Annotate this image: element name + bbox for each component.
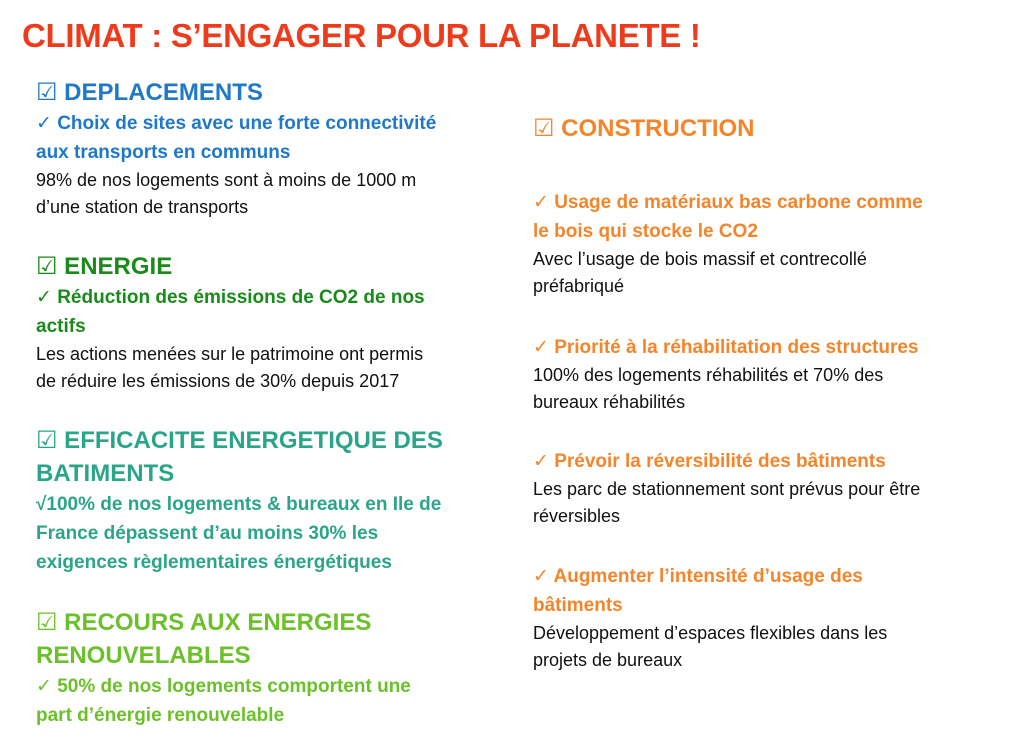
point-connectivite-line-2: aux transports en communs — [36, 142, 291, 163]
body-rehabilitation-line-1: 100% des logements réhabilités et 70% des — [533, 365, 884, 385]
body-co2-line-1: Les actions menées sur le patrimoine ont permis — [36, 344, 424, 364]
section-heading-construction: ☑ CONSTRUCTION — [533, 115, 755, 142]
section-renouvelables — [36, 606, 514, 730]
point-efficacite-line-1: √100% de nos logements & bureaux en Ile de — [36, 494, 442, 515]
point-efficacite-line-3: exigences règlementaires énergétiques — [36, 552, 392, 573]
section-deplacements — [36, 76, 514, 221]
body-materiaux-line-1: Avec l’usage de bois massif et contrecollé — [533, 249, 867, 269]
point-intensite — [533, 562, 1008, 674]
body-connectivite-line-1: 98% de nos logements sont à moins de 1000 m — [36, 170, 417, 190]
point-rehabilitation — [533, 333, 1008, 416]
section-heading-renouvelables-line-2: RENOUVELABLES — [36, 642, 251, 669]
point-materiaux — [533, 188, 1008, 300]
point-co2-line-1: ✓ Réduction des émissions de CO2 de nos — [36, 287, 425, 308]
point-reversibilite — [533, 447, 1008, 530]
point-materiaux-line-1: ✓ Usage de matériaux bas carbone comme — [533, 192, 923, 213]
section-energie — [36, 250, 514, 395]
body-intensite-line-2: projets de bureaux — [533, 650, 683, 670]
point-reversibilite-line-1: ✓ Prévoir la réversibilité des bâtiments — [533, 451, 886, 472]
section-construction — [533, 112, 1008, 145]
point-intensite-line-2: bâtiments — [533, 595, 623, 616]
section-heading-efficacite-line-1: ☑ EFFICACITE ENERGETIQUE DES — [36, 427, 443, 454]
point-connectivite-line-1: ✓ Choix de sites avec une forte connectivité — [36, 113, 437, 134]
body-intensite-line-1: Développement d’espaces flexibles dans les — [533, 623, 888, 643]
point-intensite-line-1: ✓ Augmenter l’intensité d’usage des — [533, 566, 863, 587]
point-efficacite-line-2: France dépassent d’au moins 30% les — [36, 523, 379, 544]
section-heading-renouvelables-line-1: ☑ RECOURS AUX ENERGIES — [36, 609, 372, 636]
point-materiaux-line-2: le bois qui stocke le CO2 — [533, 221, 758, 242]
page-title: CLIMAT : S’ENGAGER POUR LA PLANETE ! — [22, 17, 701, 54]
section-heading-deplacements: ☑ DEPLACEMENTS — [36, 79, 263, 106]
body-rehabilitation-line-2: bureaux réhabilités — [533, 392, 686, 412]
point-renouvelable-line-2: part d’énergie renouvelable — [36, 705, 285, 726]
body-reversibilite-line-2: réversibles — [533, 506, 621, 526]
section-heading-energie: ☑ ENERGIE — [36, 253, 173, 280]
body-connectivite-line-2: d’une station de transports — [36, 197, 249, 217]
body-materiaux-line-2: préfabriqué — [533, 276, 625, 296]
section-efficacite — [36, 424, 514, 577]
point-renouvelable-line-1: ✓ 50% de nos logements comportent une — [36, 676, 411, 697]
point-co2-line-2: actifs — [36, 316, 86, 337]
body-co2-line-2: de réduire les émissions de 30% depuis 2017 — [36, 371, 400, 391]
section-heading-efficacite-line-2: BATIMENTS — [36, 460, 175, 487]
point-rehabilitation-line-1: ✓ Priorité à la réhabilitation des structures — [533, 337, 919, 358]
body-reversibilite-line-1: Les parc de stationnement sont prévus pour être — [533, 479, 921, 499]
